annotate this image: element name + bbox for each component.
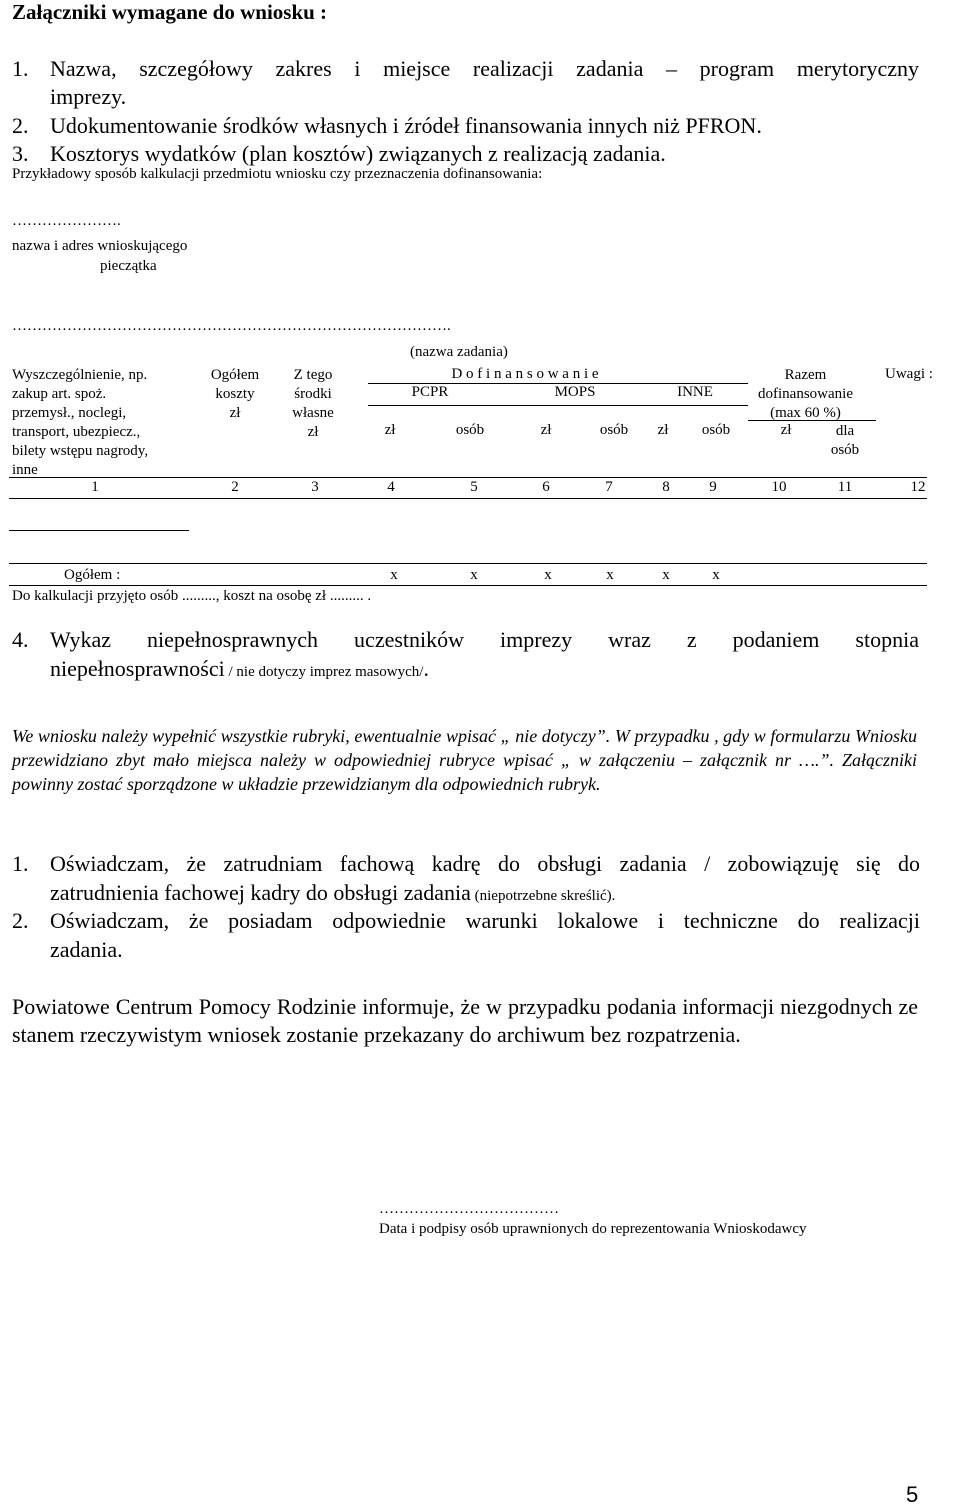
page-heading: Załączniki wymagane do wniosku :	[12, 0, 328, 24]
col-number: 10	[771, 479, 787, 495]
mops-header: MOPS	[554, 384, 596, 400]
total-x: x	[390, 567, 398, 583]
razem-zl: zł	[780, 422, 792, 438]
declaration-1-text-cont: zatrudnienia fachowej kadry do obsługi zadania (niepotrzebne skreślić).	[50, 880, 616, 905]
inne-zl: zł	[657, 422, 669, 438]
declaration-2-text: Oświadczam, że posiadam odpowiednie warunki lokalowe i techniczne do realizacji	[50, 908, 920, 933]
col-desc-header: Wyszczególnienie, np. zakup art. spoż. przemysł., noclegi, transport, ubezpiecz., bilety wstępu nagrody, inne	[12, 367, 149, 478]
stamp-label: nazwa i adres wnioskującego	[12, 238, 188, 254]
total-x: x	[606, 567, 614, 583]
col-number: 3	[311, 479, 319, 495]
mops-osob: osób	[599, 422, 629, 438]
task-label: (nazwa zadania)	[410, 344, 508, 360]
attachment-3-text: Kosztorys wydatków (plan kosztów) związanych z realizacją zadania.	[50, 141, 666, 166]
declaration-2-text-cont: zadania.	[50, 937, 123, 962]
col-number: 12	[910, 479, 926, 495]
inne-osob: osób	[701, 422, 731, 438]
pcpr-osob: osób	[455, 422, 485, 438]
calc-line: Do kalkulacji przyjęto osób ........., koszt na osobę zł ......... .	[12, 588, 372, 604]
signature-label: Data i podpisy osób uprawnionych do reprezentowania Wnioskodawcy	[379, 1221, 807, 1237]
inne-header: INNE	[677, 384, 713, 400]
attachment-2-number: 2.	[12, 113, 29, 138]
col-number: 11	[837, 479, 853, 495]
cost-table	[0, 0, 960, 620]
attachment-2-text: Udokumentowanie środków własnych i źródeł finansowania innych niż PFRON.	[50, 113, 762, 138]
declaration-2-number: 2.	[12, 908, 29, 933]
total-x: x	[470, 567, 478, 583]
uwagi-header: Uwagi :	[885, 366, 933, 382]
col-number: 8	[662, 479, 670, 495]
example-intro: Przykładowy sposób kalkulacji przedmiotu wniosku czy przeznaczenia dofinansowania:	[12, 166, 543, 182]
dof-header: D o f i n a n s o w a n i e	[451, 366, 599, 382]
item-4-number: 4.	[12, 627, 29, 652]
col-number: 2	[231, 479, 239, 495]
declaration-1-number: 1.	[12, 851, 29, 876]
item-4-text: Wykaz niepełnosprawnych uczestników imprezy wraz z podaniem stopnia	[50, 627, 919, 652]
razem-header: Razem dofinansowanie (max 60 %)	[758, 367, 853, 421]
task-dots: …………………………………………………………………………….	[12, 318, 451, 334]
total-label: Ogółem :	[64, 567, 121, 583]
signature-dots: ………………………………	[379, 1201, 559, 1217]
attachment-1-number: 1.	[12, 56, 29, 81]
col-number: 9	[709, 479, 717, 495]
pcpr-zl: zł	[384, 422, 396, 438]
col-own-header: Z tego środki własne zł	[292, 367, 334, 440]
declaration-1-text: Oświadczam, że zatrudniam fachową kadrę do obsługi zadania / zobowiązuję się do	[50, 851, 920, 876]
total-x: x	[544, 567, 552, 583]
attachment-1-text: Nazwa, szczegółowy zakres i miejsce realizacji zadania – program merytoryczny	[50, 56, 919, 81]
attachment-3-number: 3.	[12, 141, 29, 166]
stamp-label-pieczatka: pieczątka	[100, 258, 157, 274]
col-number: 7	[605, 479, 613, 495]
total-x: x	[712, 567, 720, 583]
item-4-text-cont: niepełnosprawności / nie dotyczy imprez masowych/.	[50, 656, 429, 681]
fill-in-note: We wniosku należy wypełnić wszystkie rubryki, ewentualnie wpisać „ nie dotyczy”. W przypadku , gdy w formularzu Wniosku przewidziano zbyt mało miejsca należy w odpowiedniej rubryce wpisać „ w załączeniu – załącznik nr ….”. Załączniki powinny zostać sporządzone w układzie przewidzianym dla odpowiednich rubryk.	[12, 726, 917, 794]
pcpr-info: Powiatowe Centrum Pomocy Rodzinie informuje, że w przypadku podania informacji niezgodnych ze stanem rzeczywistym wniosek zostanie przekazany do archiwum bez rozpatrzenia.	[12, 994, 918, 1047]
pcpr-header: PCPR	[411, 384, 449, 400]
razem-dla-osob: dla osób	[830, 423, 860, 458]
page-number: 5	[906, 1482, 919, 1507]
stamp-dots: ………………….	[12, 213, 121, 229]
attachment-1-text-cont: imprezy.	[50, 84, 127, 109]
col-total-header: Ogółem koszty zł	[210, 367, 260, 421]
mops-zl: zł	[540, 422, 552, 438]
col-number: 1	[91, 479, 99, 495]
col-number: 6	[542, 479, 550, 495]
total-x: x	[662, 567, 670, 583]
col-number: 4	[387, 479, 395, 495]
col-number: 5	[470, 479, 478, 495]
